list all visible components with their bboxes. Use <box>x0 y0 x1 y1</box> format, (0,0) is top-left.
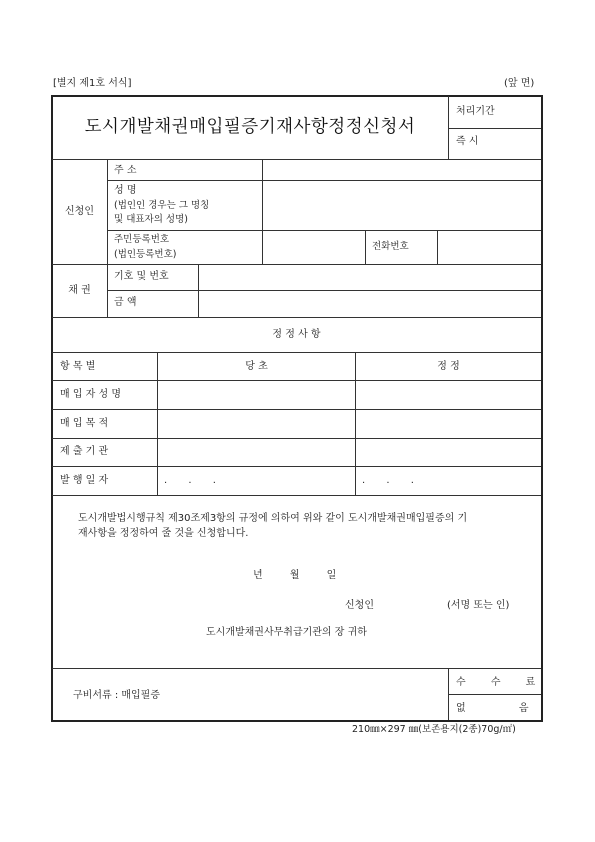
name-note-1: (법인인 경우는 그 명칭 <box>114 200 210 211</box>
original-purpose-field[interactable] <box>158 410 355 438</box>
col-original-header: 당 초 <box>245 361 268 372</box>
signer-label: 신청인 <box>345 600 374 611</box>
name-field[interactable] <box>263 181 540 230</box>
corrected-issue-date-field[interactable] <box>356 467 540 495</box>
signer-name-field[interactable] <box>380 596 440 614</box>
row-label-buyer-name: 매 입 자 성 명 <box>60 389 122 400</box>
addressee: 도시개발채권사무취급기관의 장 귀하 <box>206 627 367 638</box>
col-corrected-header: 정 정 <box>437 361 460 372</box>
page-side: (앞 면) <box>504 78 535 89</box>
name-note-2: 및 대표자의 성명) <box>114 214 188 225</box>
statement-line-2: 재사항을 정정하여 줄 것을 신청합니다. <box>78 528 249 539</box>
application-date: 년 월 일 <box>253 570 337 581</box>
row-label-institution: 제 출 기 관 <box>60 446 109 457</box>
id-number-field[interactable] <box>263 231 365 264</box>
applicant-group-label: 신청인 <box>65 206 94 217</box>
page-title: 도시개발채권매입필증기재사항정정신청서 <box>84 117 416 137</box>
fee-value: 없 음 <box>456 703 529 714</box>
id-note: (법인등록번호) <box>114 249 177 260</box>
address-field[interactable] <box>263 160 540 180</box>
corrected-issue-date-value: . . . <box>362 475 414 486</box>
corrected-buyer-name-field[interactable] <box>356 381 540 409</box>
paper-spec: 210㎜×297 ㎜(보존용지(2종)70g/㎡) <box>352 724 516 735</box>
statement-line-1: 도시개발법시행규칙 제30조제3항의 규정에 의하여 위와 같이 도시개발채권매입필증의 기 <box>78 513 468 524</box>
id-label: 주민등록번호 <box>114 234 170 245</box>
corrected-purpose-field[interactable] <box>356 410 540 438</box>
processing-period-label: 처리기간 <box>456 106 495 117</box>
corrected-institution-field[interactable] <box>356 439 540 466</box>
bond-number-field[interactable] <box>199 265 540 290</box>
bond-amount-label: 금 액 <box>114 297 137 308</box>
sign-note: (서명 또는 인) <box>447 600 510 611</box>
row-label-purpose: 매 입 목 적 <box>60 418 109 429</box>
phone-label: 전화번호 <box>372 241 409 252</box>
form-number: [별지 제1호 서식] <box>53 78 132 89</box>
address-label: 주 소 <box>114 165 137 176</box>
col-item-header: 항 목 별 <box>60 361 96 372</box>
bond-number-label: 기호 및 번호 <box>114 271 169 282</box>
row-label-issue-date: 발 행 일 자 <box>60 475 109 486</box>
original-buyer-name-field[interactable] <box>158 381 355 409</box>
bond-amount-field[interactable] <box>199 291 540 317</box>
correction-section-title: 정 정 사 항 <box>272 329 321 340</box>
attachments-label: 구비서류 : 매입필증 <box>73 690 161 701</box>
processing-period-value <box>456 137 536 147</box>
name-label: 성 명 <box>114 185 137 196</box>
phone-field[interactable] <box>438 231 540 264</box>
original-issue-date-field[interactable] <box>158 467 355 495</box>
original-issue-date-value: . . . <box>164 475 216 486</box>
processing-period-text: 즉 시 <box>456 136 479 147</box>
bond-group-label: 채 권 <box>68 285 91 296</box>
original-institution-field[interactable] <box>158 439 355 466</box>
fee-label: 수 수 료 <box>456 677 536 688</box>
